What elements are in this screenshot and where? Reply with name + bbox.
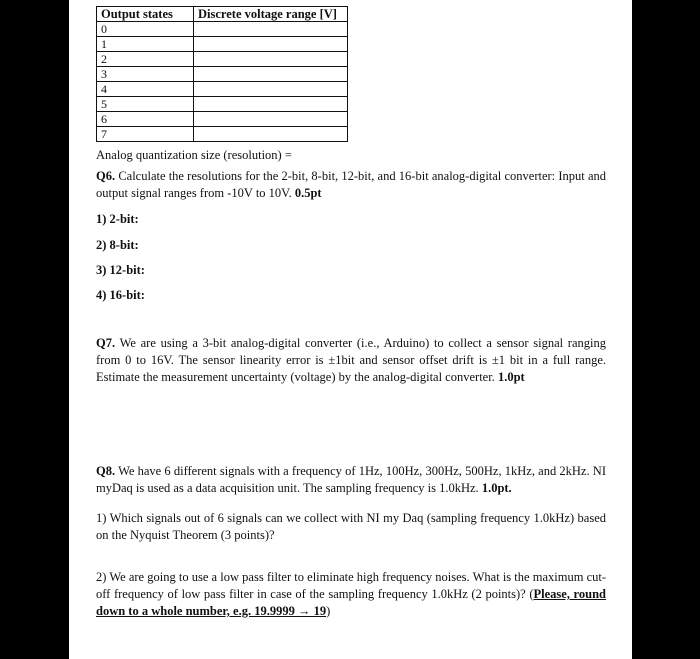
q7-points: 1.0pt xyxy=(497,370,525,384)
voltage-cell xyxy=(194,67,348,82)
table-row xyxy=(97,97,348,112)
voltage-cell xyxy=(194,127,348,142)
voltage-cell xyxy=(194,97,348,112)
q8-sub2-end: ) xyxy=(326,604,331,618)
q6-number: Q6. xyxy=(96,169,116,183)
state-cell: 2 xyxy=(97,52,194,67)
q6-item-8bit: 2) 8-bit: xyxy=(96,238,139,252)
q7-text: We are using a 3-bit analog-digital converter (i.e., Arduino) to collect a sensor signal ranging from 0 to 16V. The sensor linearity error is ±1bit and sensor offset drift is ±1 bit in a full range. Estimate the measurement uncertainty (voltage) by the analog-digital converter. xyxy=(96,336,606,384)
voltage-cell xyxy=(194,52,348,67)
state-cell: 4 xyxy=(97,82,194,97)
state-cell: 1 xyxy=(97,37,194,52)
table-row xyxy=(97,52,348,67)
q8-text: We have 6 different signals with a frequency of 1Hz, 100Hz, 300Hz, 500Hz, 1kHz, and 2kHz. NI myDaq is used as a data acquisition unit. The sampling frequency is 1.0kHz. xyxy=(96,464,606,495)
output-states-table xyxy=(96,6,348,142)
header-output-states: Output states xyxy=(97,7,194,22)
voltage-cell xyxy=(194,112,348,127)
table-row xyxy=(97,22,348,37)
q7-paragraph xyxy=(96,335,606,386)
table-row xyxy=(97,82,348,97)
q8-paragraph xyxy=(96,463,606,497)
state-cell: 6 xyxy=(97,112,194,127)
q8-sub2-note: Please, round down to a whole number, e.g. 19.9999 → 19 xyxy=(96,587,606,618)
q8-sub1: 1) Which signals out of 6 signals can we collect with NI my Daq (sampling frequency 1.0kHz) based on the Nyquist Theorem (3 points)? xyxy=(96,511,606,542)
q8-sub2 xyxy=(96,569,606,620)
state-cell: 5 xyxy=(97,97,194,112)
voltage-cell xyxy=(194,82,348,97)
state-cell: 0 xyxy=(97,22,194,37)
q6-item-2bit: 1) 2-bit: xyxy=(96,212,139,226)
table-row xyxy=(97,67,348,82)
q6-text: Calculate the resolutions for the 2-bit, 8-bit, 12-bit, and 16-bit analog-digital converter: Input and output signal ranges from -10V to 10V. xyxy=(96,169,606,200)
q8-points: 1.0pt. xyxy=(481,481,512,495)
q6-item-16bit: 4) 16-bit: xyxy=(96,288,145,302)
q6-points: 0.5pt xyxy=(294,186,322,200)
header-voltage-range: Discrete voltage range [V] xyxy=(194,7,348,22)
q7-number: Q7. xyxy=(96,336,116,350)
table-row xyxy=(97,37,348,52)
voltage-cell xyxy=(194,37,348,52)
document-page xyxy=(69,0,632,659)
quantization-label: Analog quantization size (resolution) = xyxy=(96,148,292,162)
table-row xyxy=(97,127,348,142)
q6-paragraph xyxy=(96,168,606,202)
q8-sub2-text: 2) We are going to use a low pass filter to eliminate high frequency noises. What is the maximum cut-off frequency of low pass filter in case of the sampling frequency 1.0kHz (2 points)? ( xyxy=(96,570,606,601)
state-cell: 7 xyxy=(97,127,194,142)
table-header-row xyxy=(97,7,348,22)
voltage-cell xyxy=(194,22,348,37)
q6-item-12bit: 3) 12-bit: xyxy=(96,263,145,277)
table-row xyxy=(97,112,348,127)
state-cell: 3 xyxy=(97,67,194,82)
q8-number: Q8. xyxy=(96,464,116,478)
